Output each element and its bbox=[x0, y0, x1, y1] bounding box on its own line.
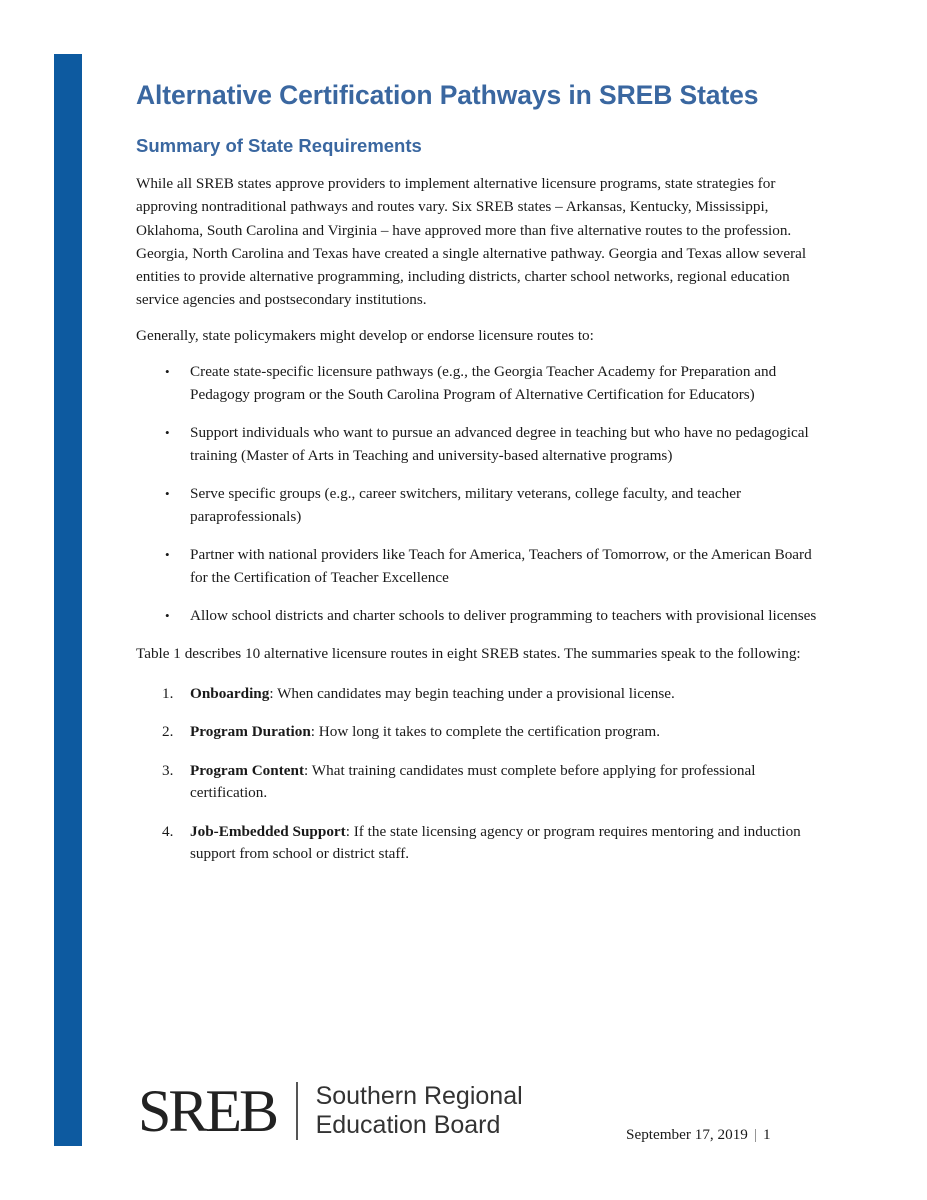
item-text: : If the state licensing agency or program requires mentoring and induction support from school or district staff. bbox=[190, 822, 801, 863]
intro-paragraph: While all SREB states approve providers to implement alternative licensure programs, state strategies for approving nontraditional pathways and routes vary. Six SREB states – Arkansas, Kentucky, Mississippi, Oklahoma, South Carolina and Virginia – have approved more than five alternative routes to the profession. Georgia, North Carolina and Texas have created a single alternative pathway. Georgia and Texas allow several entities to provide alternative programming, including districts, charter school networks, regional education service agencies and postsecondary institutions. bbox=[136, 175, 807, 309]
item-number: 2. bbox=[162, 723, 174, 741]
side-accent-bar bbox=[54, 54, 82, 1146]
bullet-icon: • bbox=[165, 486, 170, 502]
numbered-item bbox=[136, 760, 826, 805]
table-intro-paragraph: Table 1 describes 10 alternative licensure routes in eight SREB states. The summaries speak to the following: bbox=[136, 644, 801, 662]
sreb-logo bbox=[138, 1078, 523, 1144]
bullet-icon: • bbox=[165, 608, 170, 624]
list-item bbox=[136, 544, 826, 589]
logo-wordmark: SREB bbox=[138, 1078, 277, 1144]
item-term: Program Content bbox=[190, 761, 305, 779]
item-number: 1. bbox=[162, 684, 174, 702]
list-item-text: Allow school districts and charter schools to deliver programming to teachers with provisional licenses bbox=[190, 607, 817, 625]
list-item bbox=[136, 483, 826, 528]
summary-criteria-list bbox=[136, 683, 826, 866]
list-item-text: Create state-specific licensure pathways (e.g., the Georgia Teacher Academy for Preparation and Pedagogy program or the South Carolina Program of Alternative Certification for Educators) bbox=[190, 363, 777, 403]
page-footer bbox=[626, 1126, 771, 1144]
page-content bbox=[136, 78, 826, 882]
logo-divider bbox=[296, 1082, 298, 1140]
list-item-text: Support individuals who want to pursue an advanced degree in teaching but who have no pedagogical training (Master of Arts in Teaching and university-based alternative programs) bbox=[190, 424, 809, 464]
page-number: 1 bbox=[762, 1126, 771, 1143]
numbered-item bbox=[136, 683, 826, 706]
numbered-item bbox=[136, 721, 826, 744]
publication-date: September 17, 2019 bbox=[626, 1126, 748, 1143]
lead-paragraph: Generally, state policymakers might develop or endorse licensure routes to: bbox=[136, 326, 594, 344]
page-title: Alternative Certification Pathways in SREB States bbox=[136, 80, 759, 110]
route-purpose-list bbox=[136, 361, 826, 628]
item-text: : When candidates may begin teaching under a provisional license. bbox=[269, 684, 675, 702]
bullet-icon: • bbox=[165, 364, 170, 380]
numbered-item bbox=[136, 821, 826, 866]
item-term: Program Duration bbox=[190, 723, 311, 741]
list-item bbox=[136, 605, 826, 628]
item-number: 3. bbox=[162, 761, 174, 779]
bullet-icon: • bbox=[165, 425, 170, 441]
list-item-text: Partner with national providers like Teach for America, Teachers of Tomorrow, or the American Board for the Certification of Teacher Excellence bbox=[190, 546, 812, 586]
list-item-text: Serve specific groups (e.g., career switchers, military veterans, college faculty, and teacher paraprofessionals) bbox=[190, 485, 741, 525]
list-item bbox=[136, 361, 826, 406]
list-item bbox=[136, 422, 826, 467]
item-text: : What training candidates must complete before applying for professional certification. bbox=[190, 761, 756, 802]
logo-line-1: Southern Regional bbox=[315, 1082, 523, 1110]
item-text: : How long it takes to complete the certification program. bbox=[310, 723, 660, 741]
section-subtitle: Summary of State Requirements bbox=[136, 135, 422, 156]
footer-separator: | bbox=[753, 1126, 757, 1143]
bullet-icon: • bbox=[165, 547, 170, 563]
item-term: Onboarding bbox=[190, 684, 270, 702]
logo-organization-name bbox=[316, 1082, 523, 1140]
logo-line-2: Education Board bbox=[315, 1111, 501, 1139]
item-term: Job-Embedded Support bbox=[190, 822, 346, 840]
item-number: 4. bbox=[162, 822, 174, 840]
